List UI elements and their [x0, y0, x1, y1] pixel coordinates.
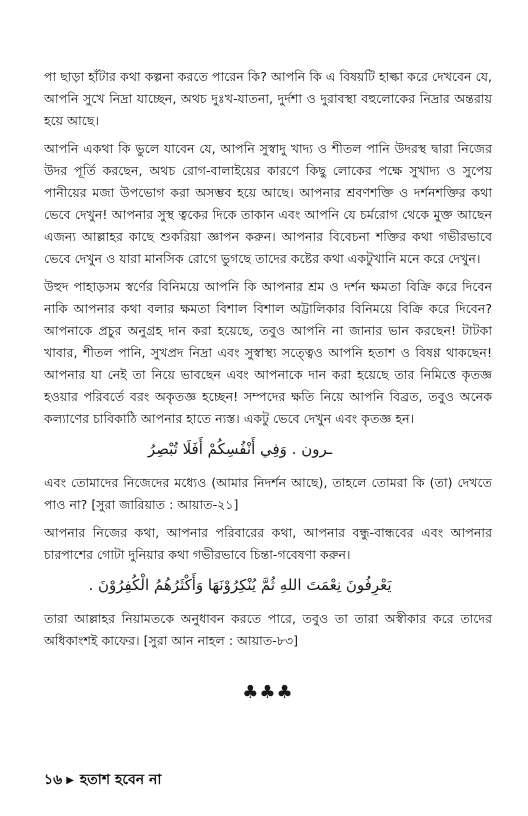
paragraph-2: আপনি একথা কি ভুলে যাবেন যে, আপনি সুস্বাদু খাদ্য ও শীতল পানি উদরস্থ দ্বারা নিজের উদর পূর্তি করছেন, অথচ রোগ-বালাইয়ের কারণে কিছু লোকের পক্ষে সুখাদ্য ও সুপেয় পানীয়ের মজা উপভোগ করা অসম্ভব হয়ে আছে। আপনার শ্রবণশক্তি ও দর্শনশক্তির কথা ভেবে দেখুন! আপনার সুস্থ ত্বকের দিকে তাকান এবং আপনি যে চর্মরোগ থেকে মুক্ত আছেন এজন্য আল্লাহর কাছে শুকরিয়া জ্ঞাপন করুন। আপনার বিবেচনা শক্তির কথা গভীরভাবে ভেবে দেখুন ও যারা মানসিক রোগে ভুগছে তাদের কষ্টের কথা একটুখানি মনে করে দেখুন। [44, 141, 492, 266]
quran-verse-arabic-2: يَعْرِفُونَ نِعْمَتَ اللهِ ثُمَّ يُنْكِرُوْنَهَا وَأَكْثَرُهُمُ الْكُفِرُوْنَ . [88, 576, 392, 594]
arrow-right-icon: ▶ [66, 774, 74, 786]
page-body [44, 66, 492, 703]
section-ornament: ♣♣♣ [242, 682, 294, 703]
quran-verse-arabic-1: ـرون . وَفِي أَنْفُسِكُمْ أَفَلَا تُبْصِرُ [147, 440, 333, 458]
verse-translation-2: তারা আল্লাহর নিয়ামতকে অনুধাবন করতে পারে, তবুও তা তারা অস্বীকার করে তাদের অধিকাংশই কাফের। [সুরা আন নাহল : আয়াত-৮৩] [44, 611, 492, 648]
paragraph-3: উহুদ পাহাড়সম স্বর্ণের বিনিময়ে আপনি কি আপনার শ্রম ও দর্শন ক্ষমতা বিক্রি করে দিবেন নাকি আপনার কথা বলার ক্ষমতা বিশাল বিশাল অট্টালিকার বিনিময়ে বিক্রি করে দিবেন? আপনাকে প্রচুর অনুগ্রহ দান করা হয়েছে, তবুও আপনি না জানার ভান করছেন! টাটকা খাবার, শীতল পানি, সুখপ্রদ নিদ্রা এবং সুস্বাস্থ্য সত্ত্বেও আপনি হতাশ ও বিষণ্ণ থাকছেন! আপনার যা নেই তা নিয়ে ভাবছেন এবং আপনাকে দান করা হয়েছে তার নিমিত্তে কৃতজ্ঞ হওয়ার পরিবর্তে বরং অকৃতজ্ঞ হচ্ছেন! সম্পদের ক্ষতি নিয়ে আপনি বিব্রত, তবুও অনেক কল্যাণের চাবিকাঠি আপনার হাতে ন্যস্ত। একটু ভেবে দেখুন এবং কৃতজ্ঞ হন। [44, 279, 492, 426]
page-footer [44, 768, 161, 792]
page-number: ১৬ [44, 772, 63, 788]
paragraph-4: আপনার নিজের কথা, আপনার পরিবারের কথা, আপনার বন্ধু-বান্ধবের এবং আপনার চারপাশের গোটা দুনিয়ার কথা গভীরভাবে চিন্তা-গবেষণা করুন। [44, 525, 492, 562]
paragraph-1: পা ছাড়া হাঁটার কথা কল্পনা করতে পারেন কি? আপনি কি এ বিষয়টি হাল্কা করে দেখবেন যে, আপনি সুখে নিদ্রা যাচ্ছেন, অথচ দুঃখ-যাতনা, দুর্দশা ও দুরাবস্থা বহুলোকের নিদ্রার অন্তরায় হয়ে আছে। [44, 69, 492, 128]
book-title: হতাশ হবেন না [79, 772, 162, 788]
verse-translation-1: এবং তোমাদের নিজেদের মধ্যেও (আমার নিদর্শন আছে), তাহলে তোমরা কি (তা) দেখতে পাও না? [সুরা জারিয়াত : আয়াত-২১] [44, 475, 492, 512]
